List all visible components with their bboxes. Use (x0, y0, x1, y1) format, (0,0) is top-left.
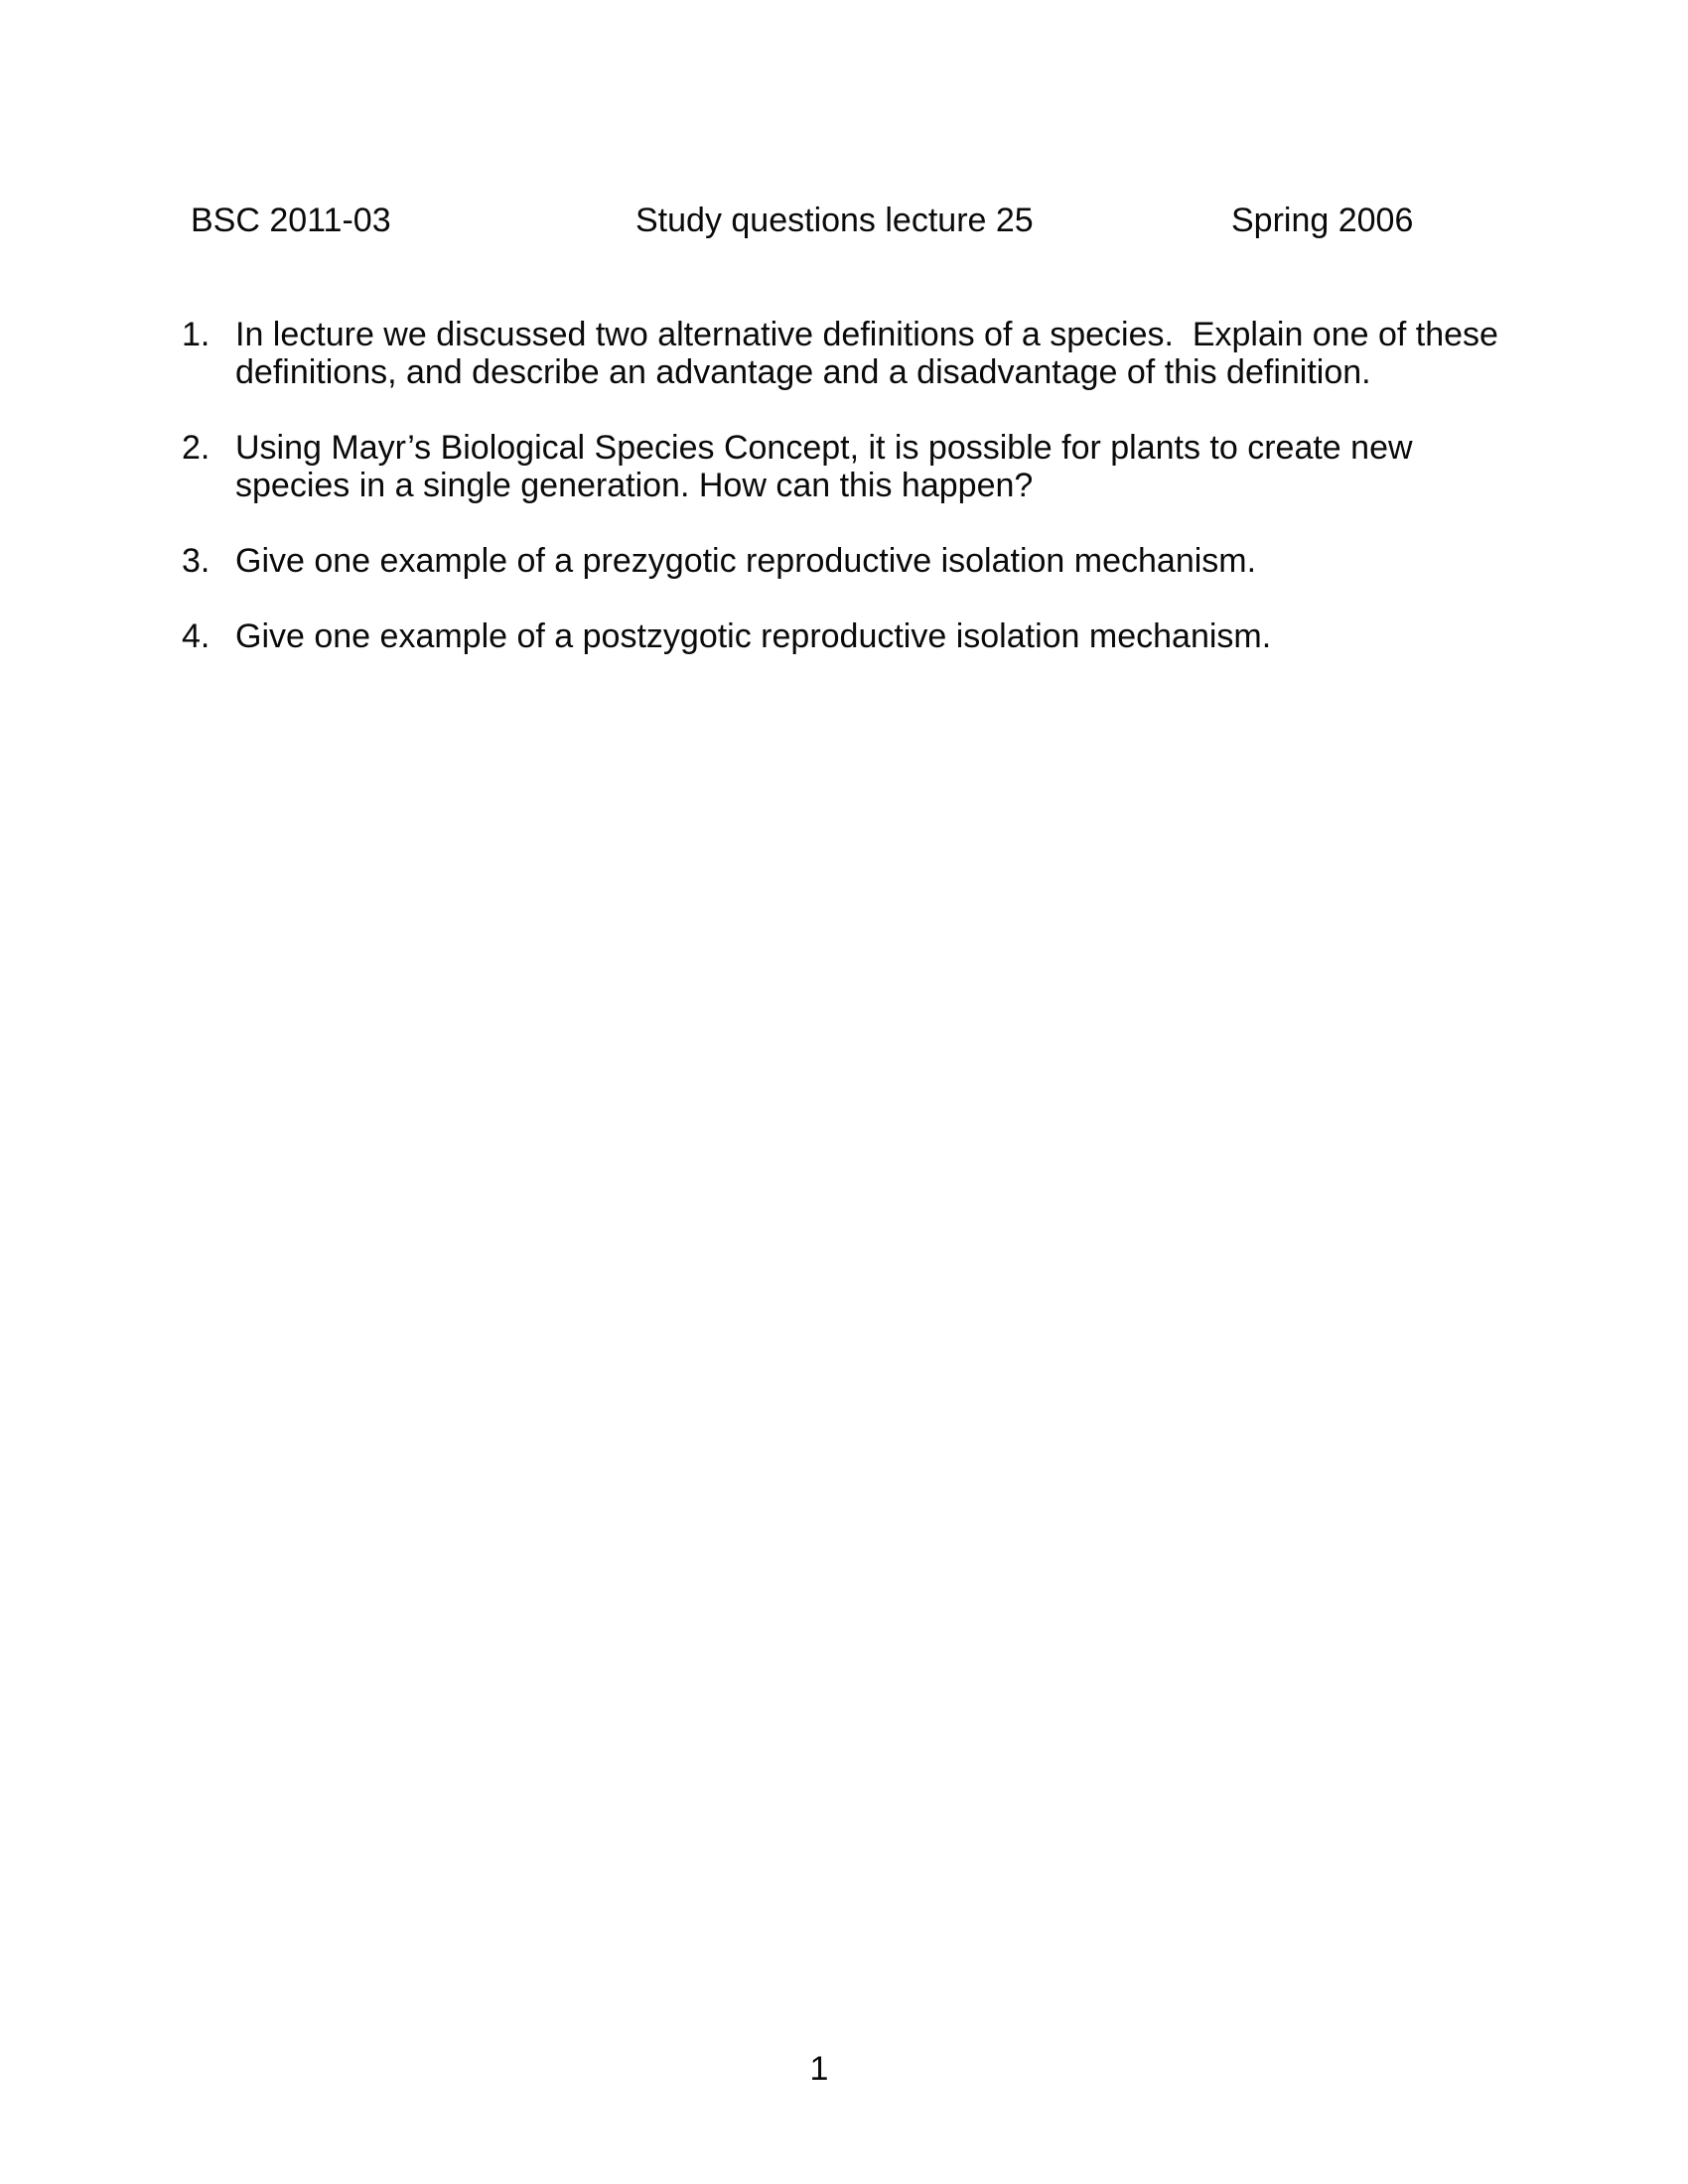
question-number: 3. (182, 542, 211, 580)
header-document-title: Study questions lecture 25 (635, 202, 1034, 239)
question-list (182, 316, 1532, 693)
question-number: 2. (182, 429, 211, 467)
question-item-1 (182, 316, 1532, 391)
question-line: Give one example of a postzygotic reproductive isolation mechanism. (235, 617, 1272, 655)
question-number: 1. (182, 316, 211, 353)
question-line: Give one example of a prezygotic reproductive isolation mechanism. (235, 542, 1257, 580)
question-item-3 (182, 542, 1532, 580)
header-term: Spring 2006 (1231, 202, 1414, 239)
question-item-4 (182, 617, 1532, 655)
question-text (235, 429, 1532, 504)
question-line: In lecture we discussed two alternative definitions of a species. Explain one of these (235, 316, 1498, 353)
document-header (0, 202, 1688, 239)
page-number: 1 (809, 2050, 829, 2088)
question-text (235, 316, 1532, 391)
question-text (235, 542, 1532, 580)
question-item-2 (182, 429, 1532, 504)
question-line: definitions, and describe an advantage and a disadvantage of this definition. (235, 353, 1371, 391)
question-line: Using Mayr’s Biological Species Concept, it is possible for plants to create new (235, 429, 1413, 467)
question-line: species in a single generation. How can this happen? (235, 467, 1034, 504)
question-text (235, 617, 1532, 655)
question-number: 4. (182, 617, 211, 655)
header-course-code: BSC 2011-03 (191, 202, 391, 239)
